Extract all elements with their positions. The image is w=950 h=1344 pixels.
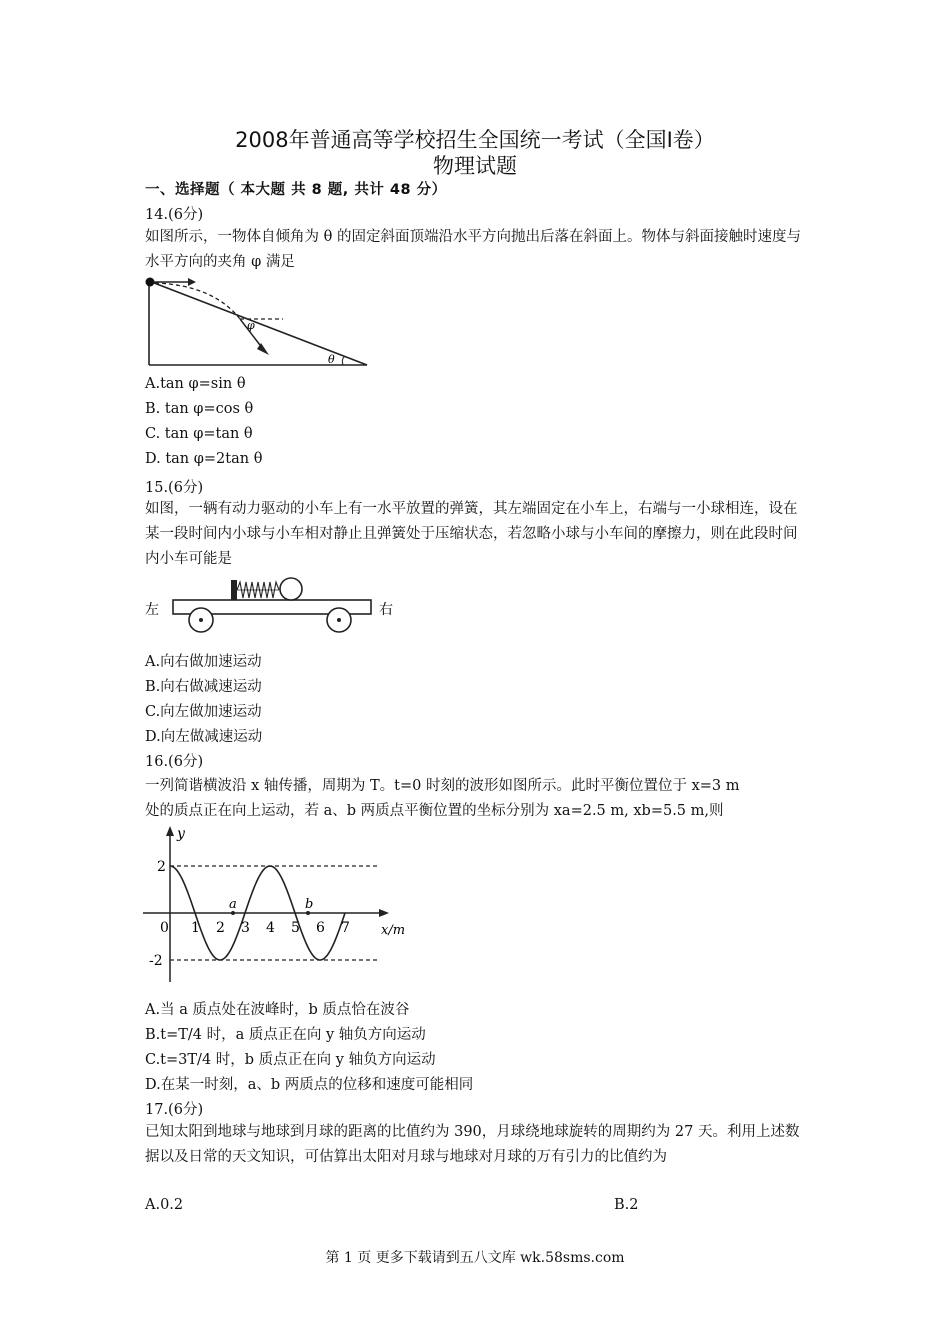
q16-option-b: B.t=T/4 时，a 质点正在向 y 轴负方向运动	[145, 1027, 426, 1043]
q16-x-label: x/m	[381, 923, 406, 938]
q15-text: 如图，一辆有动力驱动的小车上有一水平放置的弹簧，其左端固定在小车上，右端与一小球相连，设在某一段时间内小球与小车相对静止且弹簧处于压缩状态，若忽略小球与小车间的摩擦力，则在此段时间内小车可能是	[145, 501, 798, 567]
q15-option-c: C.向左做加速运动	[145, 704, 262, 720]
q16-point-a: a	[229, 897, 237, 912]
q16-tick-6: 6	[316, 920, 325, 936]
q15-cart-figure	[143, 574, 403, 640]
q14-option-c: C. tan φ=tan θ	[145, 426, 253, 442]
q17-option-a: A.0.2	[145, 1197, 184, 1213]
q16-wave-figure	[143, 822, 413, 990]
q16-option-a: A.当 a 质点处在波峰时，b 质点恰在波谷	[145, 1002, 410, 1018]
q14-incline-figure	[143, 275, 373, 370]
q16-tick-7: 7	[341, 920, 350, 936]
q16-option-d: D.在某一时刻，a、b 两质点的位移和速度可能相同	[145, 1077, 474, 1093]
q16-tick-0: 0	[160, 920, 169, 936]
q16-number: 16.(6分)	[145, 754, 204, 770]
q16-neg-amp: -2	[149, 953, 163, 969]
q16-tick-4: 4	[266, 920, 275, 936]
q14-phi-label: φ	[247, 319, 255, 332]
q14-theta-label: θ	[328, 353, 335, 366]
q14-option-b: B. tan φ=cos θ	[145, 401, 254, 417]
q15-option-b: B.向右做减速运动	[145, 679, 262, 695]
q16-option-c: C.t=3T/4 时，b 质点正在向 y 轴负方向运动	[145, 1052, 436, 1068]
q15-right-label: 右	[379, 602, 393, 618]
q16-tick-2: 2	[216, 920, 225, 936]
q16-tick-3: 3	[241, 920, 250, 936]
q15-option-d: D.向左做减速运动	[145, 729, 263, 745]
q16-tick-1: 1	[191, 920, 200, 936]
q14-number: 14.(6分)	[145, 207, 204, 223]
q14-text: 如图所示，一物体自倾角为 θ 的固定斜面顶端沿水平方向抛出后落在斜面上。物体与斜面接触时速度与水平方向的夹角 φ 满足	[145, 229, 801, 270]
q16-point-b: b	[305, 897, 314, 912]
q17-number: 17.(6分)	[145, 1102, 204, 1118]
q15-option-a: A.向右做加速运动	[145, 654, 262, 670]
q16-text-line1: 一列简谐横波沿 x 轴传播，周期为 T。t=0 时刻的波形如图所示。此时平衡位置位于 x=3 m	[145, 778, 740, 794]
section-heading: 一、选择题（ 本大题 共 8 题, 共计 48 分）	[145, 182, 447, 198]
q16-tick-labels	[160, 920, 350, 936]
page-footer: 第 1 页 更多下载请到五八文库 wk.58sms.com	[325, 1250, 625, 1266]
q16-pos-amp: 2	[157, 859, 166, 875]
q15-number: 15.(6分)	[145, 480, 204, 496]
exam-title: 2008年普通高等学校招生全国统一考试（全国Ⅰ卷）	[235, 128, 715, 152]
q17-text: 已知太阳到地球与地球到月球的距离的比值约为 390，月球绕地球旋转的周期约为 27 天。利用上述数据以及日常的天文知识，可估算出太阳对月球与地球对月球的万有引力的比值约为	[145, 1124, 800, 1165]
q16-tick-5: 5	[291, 920, 300, 936]
q14-option-a: A.tan φ=sin θ	[145, 376, 246, 392]
q16-y-label: y	[177, 826, 185, 842]
q17-option-b: B.2	[614, 1197, 639, 1213]
exam-subtitle: 物理试题	[433, 154, 517, 178]
q15-left-label: 左	[145, 602, 159, 618]
q14-option-d: D. tan φ=2tan θ	[145, 451, 263, 467]
q16-text-line2: 处的质点正在向上运动，若 a、b 两质点平衡位置的坐标分别为 xa=2.5 m, xb=5.5 m,则	[145, 803, 724, 819]
